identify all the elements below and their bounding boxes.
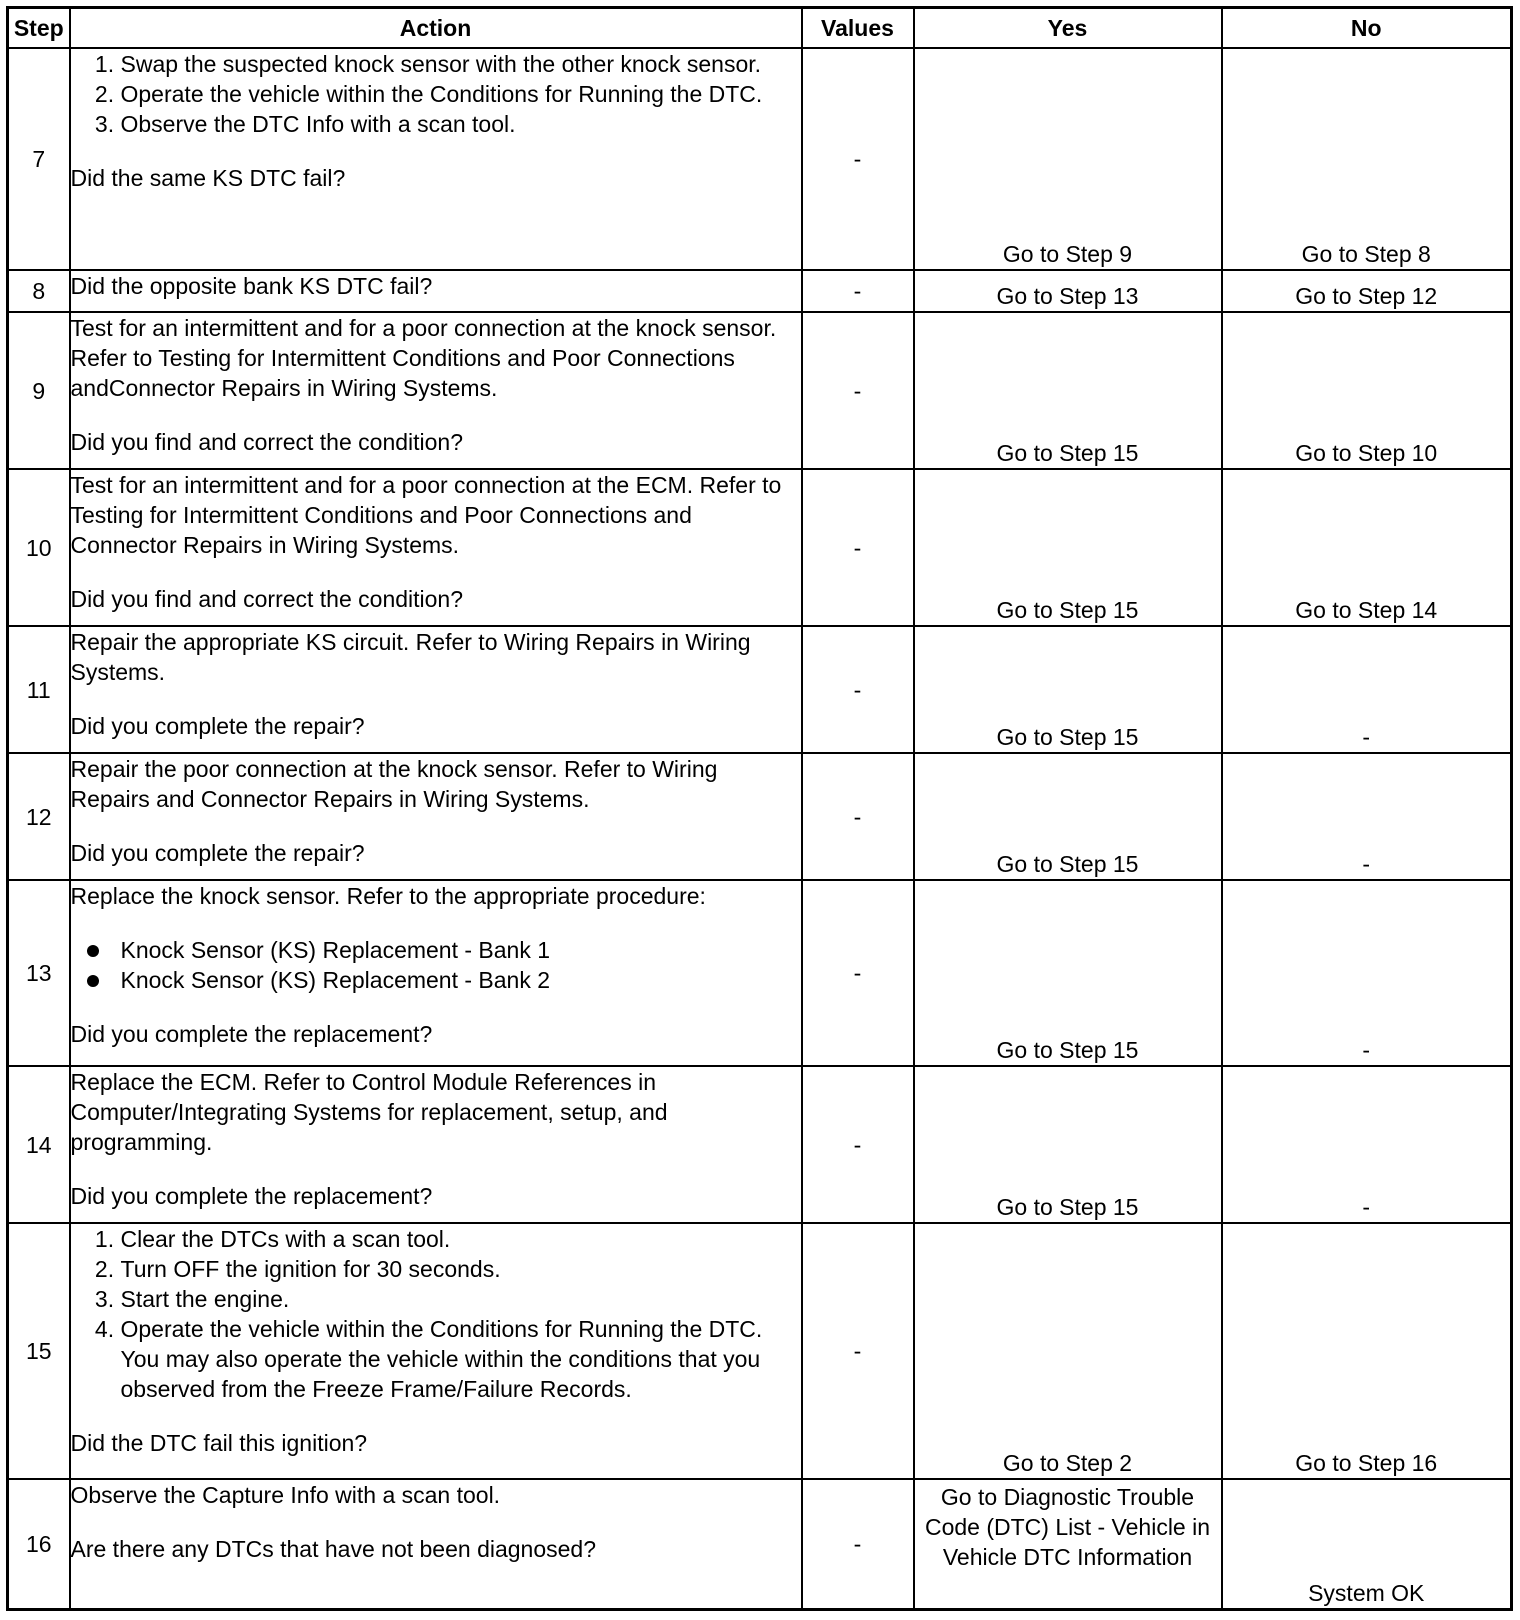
no-cell: System OK: [1222, 1479, 1512, 1609]
values-cell: -: [802, 626, 914, 753]
bullet-text: Knock Sensor (KS) Replacement - Bank 1: [120, 937, 551, 963]
action-question: Did the opposite bank KS DTC fail?: [70, 273, 433, 299]
yes-cell: Go to Step 15: [914, 880, 1222, 1066]
list-item: 4. Operate the vehicle within the Conditions for Running the DTC. You may also operate the vehicle within the conditions that you observed from the Freeze Frame/Failure Records.: [121, 1314, 801, 1404]
step-number: 16: [8, 1479, 70, 1609]
no-cell: Go to Step 8: [1222, 48, 1512, 270]
action-question: Did the DTC fail this ignition?: [70, 1430, 368, 1456]
step-number: 15: [8, 1223, 70, 1479]
action-question: Did you complete the repair?: [70, 713, 365, 739]
action-cell: [70, 469, 802, 626]
table-row: [8, 469, 1512, 626]
list-item: 2. Operate the vehicle within the Conditions for Running the DTC.: [121, 79, 801, 109]
list-item: 2. Turn OFF the ignition for 30 seconds.: [121, 1254, 801, 1284]
action-text: Test for an intermittent and for a poor connection at the knock sensor. Refer to Testing for Intermittent Conditions and Poor Connections andConnector Repairs in Wiring Systems.: [70, 315, 777, 401]
action-cell: [70, 312, 802, 469]
action-question: Did you find and correct the condition?: [70, 586, 464, 612]
step-number: 8: [8, 270, 70, 312]
action-cell: [70, 270, 802, 312]
yes-cell: [914, 1479, 1222, 1609]
header-row: [8, 8, 1512, 49]
bullet-icon: [87, 945, 99, 957]
header-action: Action: [70, 8, 802, 49]
yes-cell: Go to Step 15: [914, 753, 1222, 880]
header-yes: Yes: [914, 8, 1222, 49]
table-row: [8, 1066, 1512, 1223]
action-question: Did you complete the replacement?: [70, 1183, 433, 1209]
no-cell: Go to Step 12: [1222, 270, 1512, 312]
no-cell: -: [1222, 753, 1512, 880]
bullet-icon: [87, 975, 99, 987]
header-step: Step: [8, 8, 70, 49]
values-cell: -: [802, 1479, 914, 1609]
table-row: [8, 753, 1512, 880]
no-cell: Go to Step 10: [1222, 312, 1512, 469]
table-row: [8, 48, 1512, 270]
action-cell: [70, 880, 802, 1066]
values-cell: -: [802, 1066, 914, 1223]
values-cell: -: [802, 270, 914, 312]
action-cell: [70, 1066, 802, 1223]
values-cell: -: [802, 469, 914, 626]
action-text: Replace the ECM. Refer to Control Module References in Computer/Integrating Systems for replacement, setup, and programming.: [70, 1069, 668, 1155]
table-row: [8, 880, 1512, 1066]
table-row: [8, 270, 1512, 312]
yes-cell: Go to Step 13: [914, 270, 1222, 312]
header-values: Values: [802, 8, 914, 49]
step-number: 13: [8, 880, 70, 1066]
yes-cell: Go to Step 15: [914, 626, 1222, 753]
step-number: 14: [8, 1066, 70, 1223]
no-cell: Go to Step 16: [1222, 1223, 1512, 1479]
list-item: [121, 965, 801, 995]
yes-cell: Go to Step 15: [914, 469, 1222, 626]
list-item: 3. Observe the DTC Info with a scan tool.: [121, 109, 801, 139]
table-row: [8, 1479, 1512, 1609]
step-number: 7: [8, 48, 70, 270]
action-cell: [70, 1223, 802, 1479]
action-text: Repair the appropriate KS circuit. Refer to Wiring Repairs in Wiring Systems.: [70, 629, 751, 685]
no-cell: -: [1222, 1066, 1512, 1223]
action-text: Test for an intermittent and for a poor connection at the ECM. Refer to Testing for Intermittent Conditions and Poor Connections and Connector Repairs in Wiring Systems.: [70, 472, 782, 558]
procedure-bullet-list: [71, 935, 801, 995]
yes-cell: Go to Step 15: [914, 1066, 1222, 1223]
action-text: Observe the Capture Info with a scan tool.: [70, 1482, 501, 1508]
action-cell: [70, 1479, 802, 1609]
list-item: [121, 935, 801, 965]
no-cell: Go to Step 14: [1222, 469, 1512, 626]
step-number: 12: [8, 753, 70, 880]
list-item: 1. Clear the DTCs with a scan tool.: [121, 1224, 801, 1254]
values-cell: -: [802, 753, 914, 880]
action-question: Did you find and correct the condition?: [70, 429, 464, 455]
action-steps-list: [71, 49, 801, 139]
list-item: 1. Swap the suspected knock sensor with the other knock sensor.: [121, 49, 801, 79]
values-cell: -: [802, 312, 914, 469]
action-cell: [70, 626, 802, 753]
action-question: Did the same KS DTC fail?: [70, 165, 346, 191]
values-cell: -: [802, 48, 914, 270]
action-steps-list: [71, 1224, 801, 1404]
action-text: Repair the poor connection at the knock sensor. Refer to Wiring Repairs and Connector Repairs in Wiring Systems.: [70, 756, 718, 812]
bullet-text: Knock Sensor (KS) Replacement - Bank 2: [120, 967, 551, 993]
action-question: Did you complete the replacement?: [70, 1021, 433, 1047]
values-cell: -: [802, 1223, 914, 1479]
yes-cell: Go to Step 2: [914, 1223, 1222, 1479]
step-number: 11: [8, 626, 70, 753]
step-number: 10: [8, 469, 70, 626]
yes-cell: Go to Step 9: [914, 48, 1222, 270]
table-row: [8, 1223, 1512, 1479]
values-cell: -: [802, 880, 914, 1066]
action-question: Did you complete the repair?: [70, 840, 365, 866]
action-cell: [70, 48, 802, 270]
diagnostic-table: [6, 6, 1513, 1611]
action-text: Replace the knock sensor. Refer to the appropriate procedure:: [70, 883, 706, 909]
dtc-list-link[interactable]: Go to Diagnostic Trouble Code (DTC) List - Vehicle in Vehicle DTC Information: [924, 1484, 1211, 1570]
action-question: Are there any DTCs that have not been diagnosed?: [70, 1536, 597, 1562]
no-cell: -: [1222, 626, 1512, 753]
table-row: [8, 312, 1512, 469]
no-cell: -: [1222, 880, 1512, 1066]
yes-cell: Go to Step 15: [914, 312, 1222, 469]
list-item: 3. Start the engine.: [121, 1284, 801, 1314]
action-cell: [70, 753, 802, 880]
header-no: No: [1222, 8, 1512, 49]
table-row: [8, 626, 1512, 753]
step-number: 9: [8, 312, 70, 469]
